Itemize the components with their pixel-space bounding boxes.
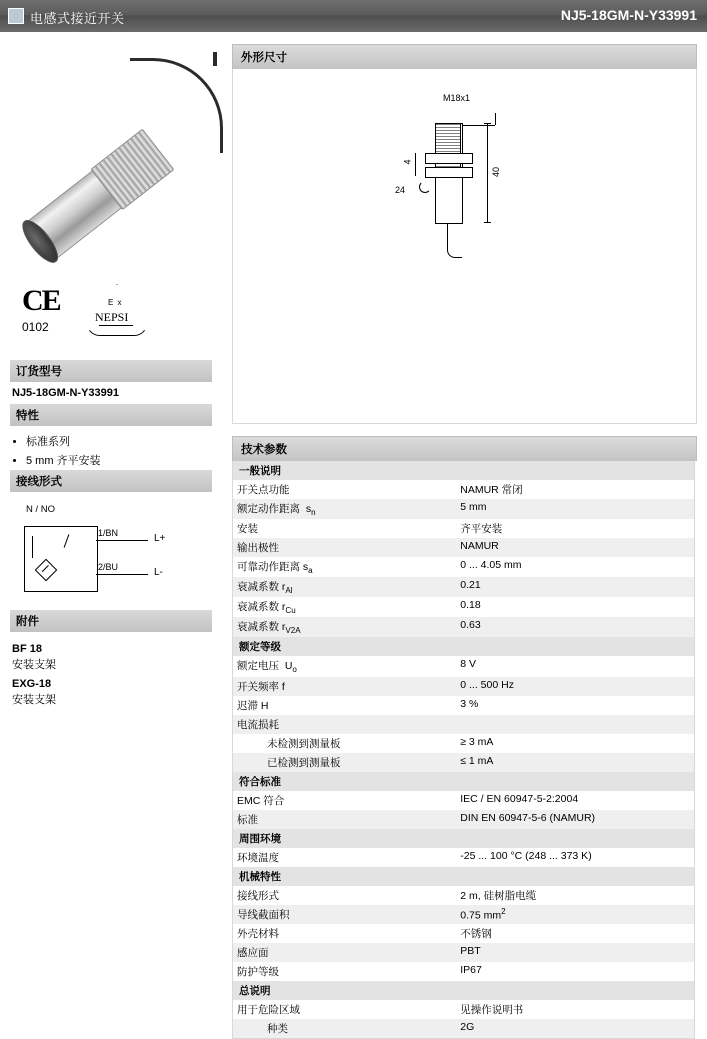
specs-panel	[232, 436, 697, 1039]
spec-value: IP67	[460, 963, 482, 976]
spec-group-header: 总说明	[233, 981, 695, 1000]
order-section-title: 订货型号	[10, 360, 212, 382]
table-row	[233, 617, 695, 637]
page-title: 电感式接近开关	[30, 11, 125, 26]
accessories-section-title: 附件	[10, 610, 212, 632]
features-section	[10, 404, 212, 473]
spec-key: EMC 符合	[237, 794, 285, 807]
table-row	[233, 538, 695, 557]
left-column	[0, 32, 222, 909]
spec-key: 衰减系数 $r_{Al}$	[233, 577, 457, 597]
spec-value: -25 ... 100 °C (248 ... 373 K)	[460, 849, 592, 862]
accessories-section	[10, 610, 212, 709]
table-row	[233, 734, 695, 753]
table-row	[233, 597, 695, 617]
spec-key: 未检测到测量板	[267, 737, 341, 750]
table-row	[233, 696, 695, 715]
accessory-desc: 安装支架	[12, 659, 56, 671]
table-row	[233, 810, 695, 829]
table-row	[233, 848, 695, 867]
nut-label: 4	[402, 159, 413, 165]
spec-key: 衰减系数 $r_{V2A}$	[233, 617, 457, 637]
list-item: • 标准系列	[26, 433, 208, 449]
terminal-minus: L-	[154, 567, 163, 578]
wiring-section-title: 接线形式	[10, 470, 212, 492]
spec-group-header: 一般说明	[233, 461, 695, 480]
table-row	[233, 943, 695, 962]
spec-value: ≤ 1 mA	[456, 753, 694, 772]
features-section-title: 特性	[10, 404, 212, 426]
spec-value: 2 m, 硅树脂电缆	[460, 889, 537, 902]
table-row	[233, 656, 695, 676]
table-row	[233, 480, 695, 499]
table-row	[233, 557, 695, 577]
table-row	[233, 791, 695, 810]
spec-value	[456, 715, 694, 734]
spec-value: ≥ 3 mA	[460, 735, 494, 748]
spec-key: 输出极性	[233, 538, 457, 557]
product-cable-end	[213, 52, 217, 66]
specs-panel-title: 技术参数	[232, 436, 697, 461]
spec-key: 迟滞 H	[237, 699, 269, 712]
spec-key: 开关点功能	[237, 484, 290, 496]
spec-value: 8 V	[460, 658, 477, 671]
table-row	[233, 499, 695, 519]
spec-key: 安装	[237, 523, 258, 536]
wire-label-2: 2/BU	[98, 562, 119, 572]
accessory-desc: 安装支架	[12, 694, 56, 706]
spec-value: IEC / EN 60947-5-2:2004	[460, 792, 579, 805]
wiring-section	[10, 470, 212, 492]
spec-key: 外壳材料	[237, 927, 279, 940]
table-row	[233, 519, 695, 538]
spec-value: 0.75 $mm^2$	[456, 905, 694, 924]
page-header	[0, 0, 707, 32]
spec-key: 种类	[233, 1019, 457, 1039]
order-section-value: NJ5-18GM-N-Y33991	[12, 387, 119, 399]
accessory-name: BF 18	[12, 643, 42, 655]
accessory-name: EXG-18	[12, 678, 52, 690]
ce-number: 0102	[22, 320, 49, 334]
list-item: • 5 mm 齐平安装	[26, 452, 208, 468]
spec-key: 电流损耗	[233, 715, 457, 734]
spec-value: PBT	[456, 943, 694, 962]
spec-key: 用于危险区域	[237, 1003, 300, 1016]
table-row	[233, 924, 695, 943]
table-row	[233, 886, 695, 905]
spec-key: 可靠动作距离 $s_a$	[237, 561, 313, 576]
wire-label-1: 1/BN	[98, 528, 119, 538]
spec-value: 3 %	[460, 697, 479, 710]
nepsi-badge-icon	[86, 284, 148, 336]
product-photo	[10, 52, 215, 262]
spec-key: 防护等级	[237, 965, 279, 978]
dimensions-panel-title: 外形尺寸	[232, 44, 697, 69]
spec-key: 已检测到测量板	[233, 753, 457, 772]
table-row	[233, 1019, 695, 1039]
wiring-diagram-label: N / NO	[26, 504, 56, 515]
ex-label: E x	[108, 298, 123, 307]
spec-key: 感应面	[233, 943, 457, 962]
spec-value: 5 mm	[456, 499, 694, 519]
spec-key: 环境温度	[237, 851, 279, 864]
brand-logo-icon	[8, 8, 24, 24]
dimensions-panel	[232, 69, 697, 424]
spec-key: 额定电压 $U_o$	[237, 660, 297, 675]
spec-value: 2G	[456, 1019, 694, 1039]
table-row	[233, 1000, 695, 1019]
spec-key: 标准	[233, 810, 457, 829]
table-row	[233, 715, 695, 734]
spec-key: 开关频率 f	[233, 677, 457, 696]
spec-value: 齐平安装	[460, 523, 503, 536]
spec-key: 额定动作距离 $s_n$	[233, 499, 457, 519]
spec-value: 0 ... 500 Hz	[456, 677, 694, 696]
spec-group-header: 机械特性	[233, 867, 695, 886]
spec-group-header: 符合标准	[233, 772, 695, 791]
right-column	[232, 44, 697, 1039]
table-row	[233, 753, 695, 772]
nepsi-label: NEPSI	[95, 310, 129, 324]
wiring-diagram	[14, 504, 184, 608]
thread-label: M18x1	[443, 93, 471, 103]
spec-key: 导线截面积	[233, 905, 457, 924]
spec-value: 0.63	[456, 617, 694, 637]
spec-value: 见操作说明书	[460, 1003, 524, 1016]
spec-group-header: 额定等级	[233, 637, 695, 656]
spec-value: NAMUR	[456, 538, 694, 557]
spec-value: 0.21	[456, 577, 694, 597]
spec-group-header: 周围环境	[233, 829, 695, 848]
table-row	[233, 677, 695, 696]
dimension-drawing	[383, 93, 573, 269]
features-list	[12, 433, 208, 468]
wrench-label: 24	[395, 185, 406, 195]
terminal-plus: L+	[154, 533, 166, 544]
spec-value: 0.18	[460, 599, 481, 612]
spec-value: 0 ... 4.05 mm	[460, 559, 522, 572]
length-label: 40	[491, 166, 502, 178]
ce-mark-icon: CE	[22, 284, 60, 317]
table-row	[233, 962, 695, 981]
part-number: NJ5-18GM-N-Y33991	[560, 7, 697, 23]
spec-value: 不锈钢	[460, 927, 492, 940]
order-section	[10, 360, 212, 401]
table-row	[233, 577, 695, 597]
spec-value: DIN EN 60947-5-6 (NAMUR)	[456, 810, 694, 829]
table-row	[233, 905, 695, 924]
spec-key: 接线形式	[237, 889, 279, 902]
specs-table	[232, 461, 695, 1039]
spec-key: 衰减系数 $r_{Cu}$	[237, 601, 296, 616]
spec-value: NAMUR 常闭	[460, 484, 523, 496]
